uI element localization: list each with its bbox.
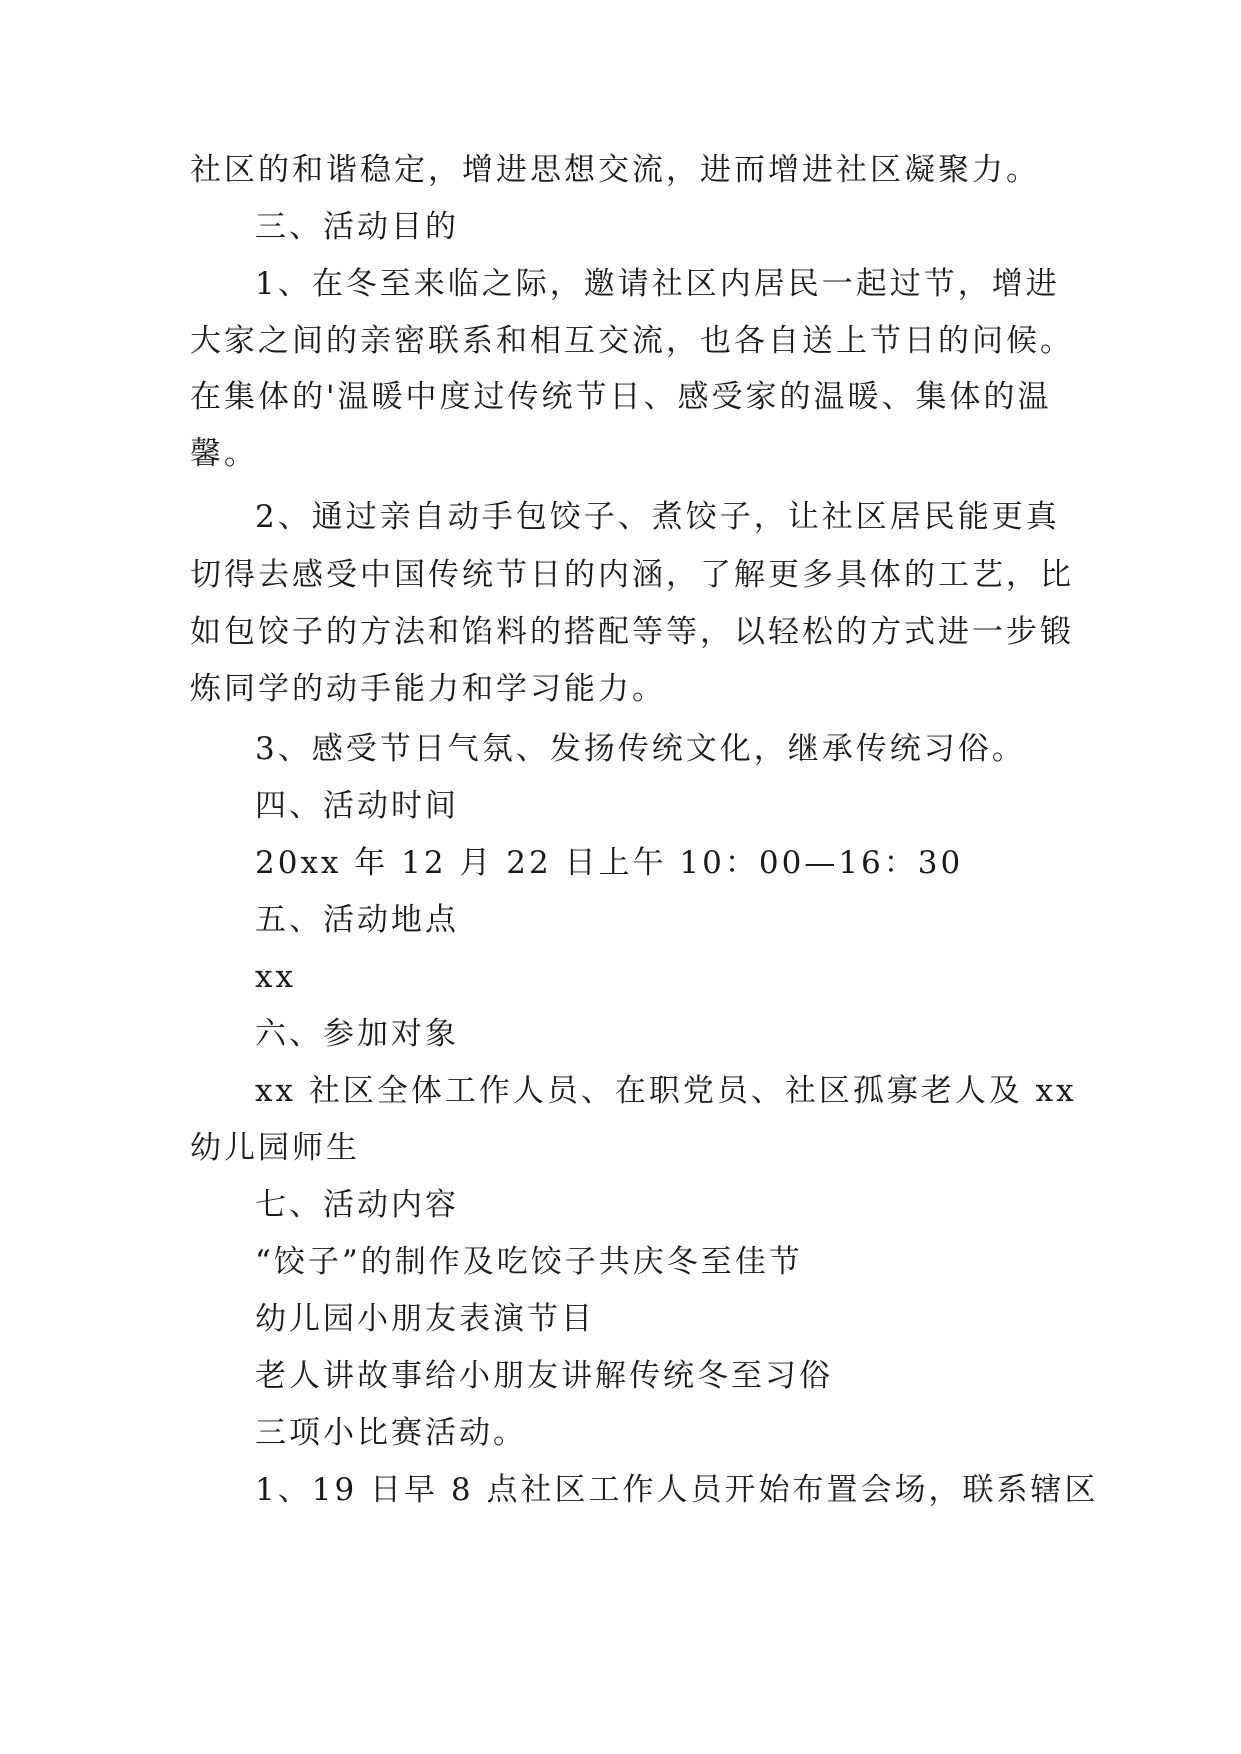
paragraph-line: xx 社区全体工作人员、在职党员、社区孤寡老人及 xx <box>255 1073 1077 1109</box>
paragraph-line: 在集体的'温暖中度过传统节日、感受家的温暖、集体的温 <box>190 379 1052 415</box>
paragraph-line: 馨。 <box>190 436 258 472</box>
list-item: “饺子”的制作及吃饺子共庆冬至佳节 <box>255 1244 803 1280</box>
paragraph-line: xx <box>255 959 296 995</box>
paragraph-line: 1、在冬至来临之际，邀请社区内居民一起过节，增进 <box>255 266 1060 302</box>
list-item: 老人讲故事给小朋友讲解传统冬至习俗 <box>255 1358 833 1394</box>
paragraph-line: 2、通过亲自动手包饺子、煮饺子，让社区居民能更真 <box>255 499 1060 535</box>
list-item: 幼儿园小朋友表演节目 <box>255 1301 595 1337</box>
paragraph-line: 大家之间的亲密联系和相互交流，也各自送上节日的问候。 <box>190 323 1074 359</box>
paragraph-line: 幼儿园师生 <box>190 1130 360 1166</box>
paragraph-line: 1、19 日早 8 点社区工作人员开始布置会场，联系辖区 <box>255 1472 1099 1508</box>
list-item: 三项小比赛活动。 <box>255 1415 527 1451</box>
section-heading: 六、参加对象 <box>255 1016 459 1052</box>
section-heading: 五、活动地点 <box>255 902 459 938</box>
paragraph-line: 3、感受节日气氛、发扬传统文化，继承传统习俗。 <box>255 731 1026 767</box>
paragraph-line: 社区的和谐稳定，增进思想交流，进而增进社区凝聚力。 <box>190 152 1040 188</box>
section-heading: 四、活动时间 <box>255 788 459 824</box>
paragraph-line: 切得去感受中国传统节日的内涵，了解更多具体的工艺，比 <box>190 557 1074 593</box>
section-heading: 七、活动内容 <box>255 1187 459 1223</box>
paragraph-line: 如包饺子的方法和馅料的搭配等等，以轻松的方式进一步锻 <box>190 614 1074 650</box>
paragraph-line: 20xx 年 12 月 22 日上午 10：00—16：30 <box>255 845 964 881</box>
paragraph-line: 炼同学的动手能力和学习能力。 <box>190 671 666 707</box>
section-heading: 三、活动目的 <box>255 209 459 245</box>
